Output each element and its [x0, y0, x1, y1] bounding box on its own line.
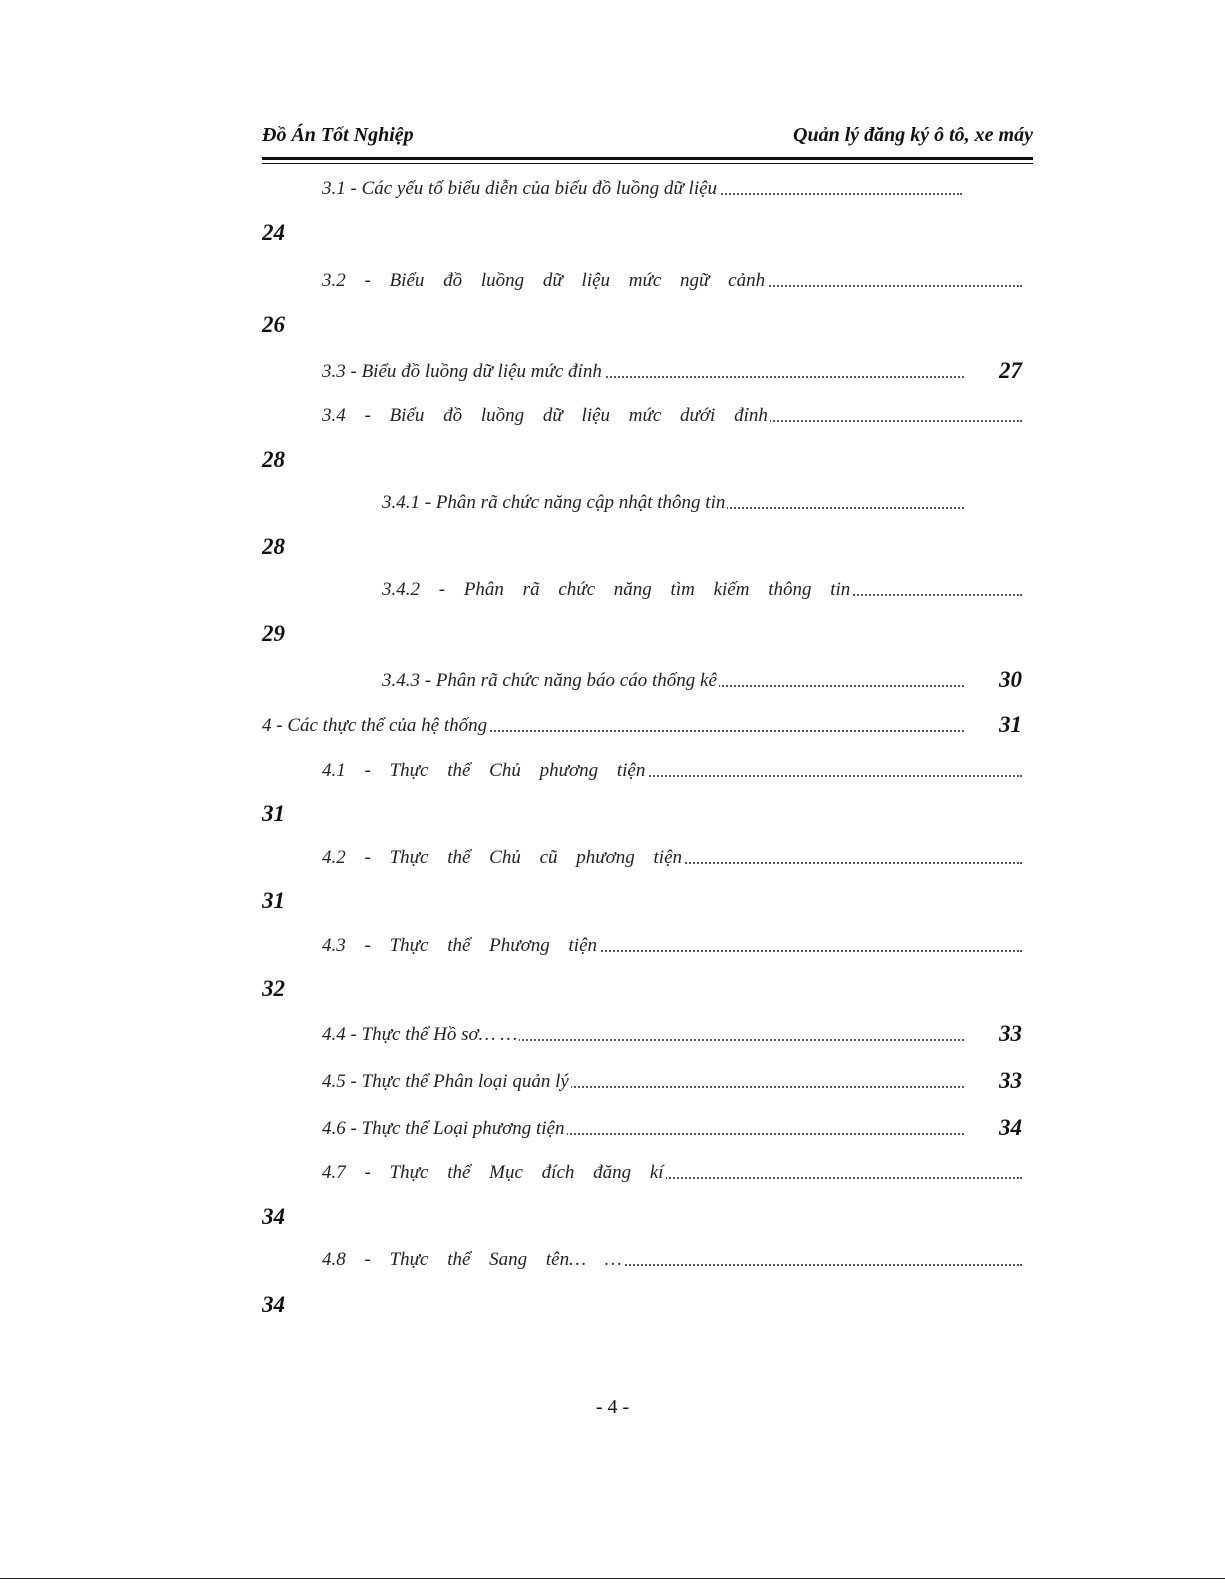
toc-entry-text: 3.1 - Các yếu tố biểu diễn của biểu đồ luồng dữ liệu	[322, 178, 718, 199]
toc-page-number: 26	[262, 312, 285, 337]
header-rule-thick	[262, 157, 1033, 160]
toc-page-number: 30	[999, 667, 1022, 692]
toc-page-number: 28	[262, 447, 285, 472]
toc-page-number: 27	[999, 358, 1022, 383]
toc-page-number: 28	[262, 534, 285, 559]
toc-page-number: 31	[262, 801, 285, 826]
toc-page-number: 31	[999, 712, 1022, 737]
toc-entry[interactable]	[322, 1162, 1022, 1184]
toc-entry-text: 4.5 - Thực thể Phân loại quản lý	[322, 1071, 569, 1092]
header-rule-thin	[262, 163, 1033, 164]
toc-entry[interactable]	[382, 670, 964, 692]
page-header	[262, 120, 1033, 152]
toc-entry-text: 3.2 - Biểu đồ luồng dữ liệu mức ngữ cảnh	[322, 270, 766, 291]
toc-entry-text: 4.1 - Thực thể Chủ phương tiện	[322, 760, 646, 781]
toc-entry[interactable]	[322, 935, 1022, 957]
toc-entry-text: 3.4.2 - Phân rã chức năng tìm kiếm thông tin	[382, 579, 851, 600]
header-project-title: Quản lý đăng ký ô tô, xe máy	[793, 124, 1033, 146]
toc-entry-text: 4.3 - Thực thể Phương tiện	[322, 935, 598, 956]
header-document-title: Đồ Án Tốt Nghiệp	[262, 124, 414, 146]
toc-entry-text: 4.6 - Thực thể Loại phương tiện	[322, 1118, 565, 1139]
toc-entry[interactable]	[322, 178, 962, 200]
toc-entry-text: 4 - Các thực thể của hệ thống	[262, 715, 488, 736]
toc-page-number: 31	[262, 888, 285, 913]
toc-page-number: 33	[999, 1021, 1022, 1046]
toc-entry[interactable]	[322, 361, 964, 383]
scan-edge-line	[0, 1578, 1225, 1579]
toc-entry-text: 3.4.3 - Phân rã chức năng báo cáo thống kê	[382, 670, 717, 691]
toc-page-number: 34	[262, 1292, 285, 1317]
page-footer-number: - 4 -	[595, 1396, 630, 1418]
toc-entry[interactable]	[322, 1118, 964, 1140]
toc-entry[interactable]	[322, 847, 1022, 869]
toc-page-number: 29	[262, 621, 285, 646]
toc-entry[interactable]	[382, 492, 964, 514]
toc-page-number: 32	[262, 976, 285, 1001]
toc-page-number: 24	[262, 220, 285, 245]
toc-entry[interactable]	[262, 715, 964, 737]
toc-entry-text: 4.2 - Thực thể Chủ cũ phương tiện	[322, 847, 683, 868]
toc-entry[interactable]	[322, 1024, 964, 1046]
toc-entry[interactable]	[322, 270, 1022, 292]
toc-entry[interactable]	[322, 405, 1022, 427]
toc-entry-text: 3.4 - Biểu đồ luồng dữ liệu mức dưới đỉnh	[322, 405, 768, 426]
toc-entry[interactable]	[322, 760, 1022, 782]
toc-entry[interactable]	[322, 1071, 964, 1093]
toc-entry[interactable]	[382, 579, 1022, 601]
toc-entry-text: 3.3 - Biểu đồ luồng dữ liệu mức đỉnh	[322, 361, 602, 382]
toc-page-number: 34	[262, 1204, 285, 1229]
toc-entry-text: 4.8 - Thực thể Sang tên… …	[322, 1249, 622, 1270]
toc-entry[interactable]	[322, 1249, 1022, 1271]
toc-entry-text: 4.7 - Thực thể Mục đích đăng kí	[322, 1162, 664, 1183]
toc-entry-text: 4.4 - Thực thể Hồ sơ… …	[322, 1024, 518, 1045]
toc-entry-text: 3.4.1 - Phân rã chức năng cập nhật thông tin	[382, 492, 726, 513]
toc-page-number: 34	[999, 1115, 1022, 1140]
toc-page-number: 33	[999, 1068, 1022, 1093]
